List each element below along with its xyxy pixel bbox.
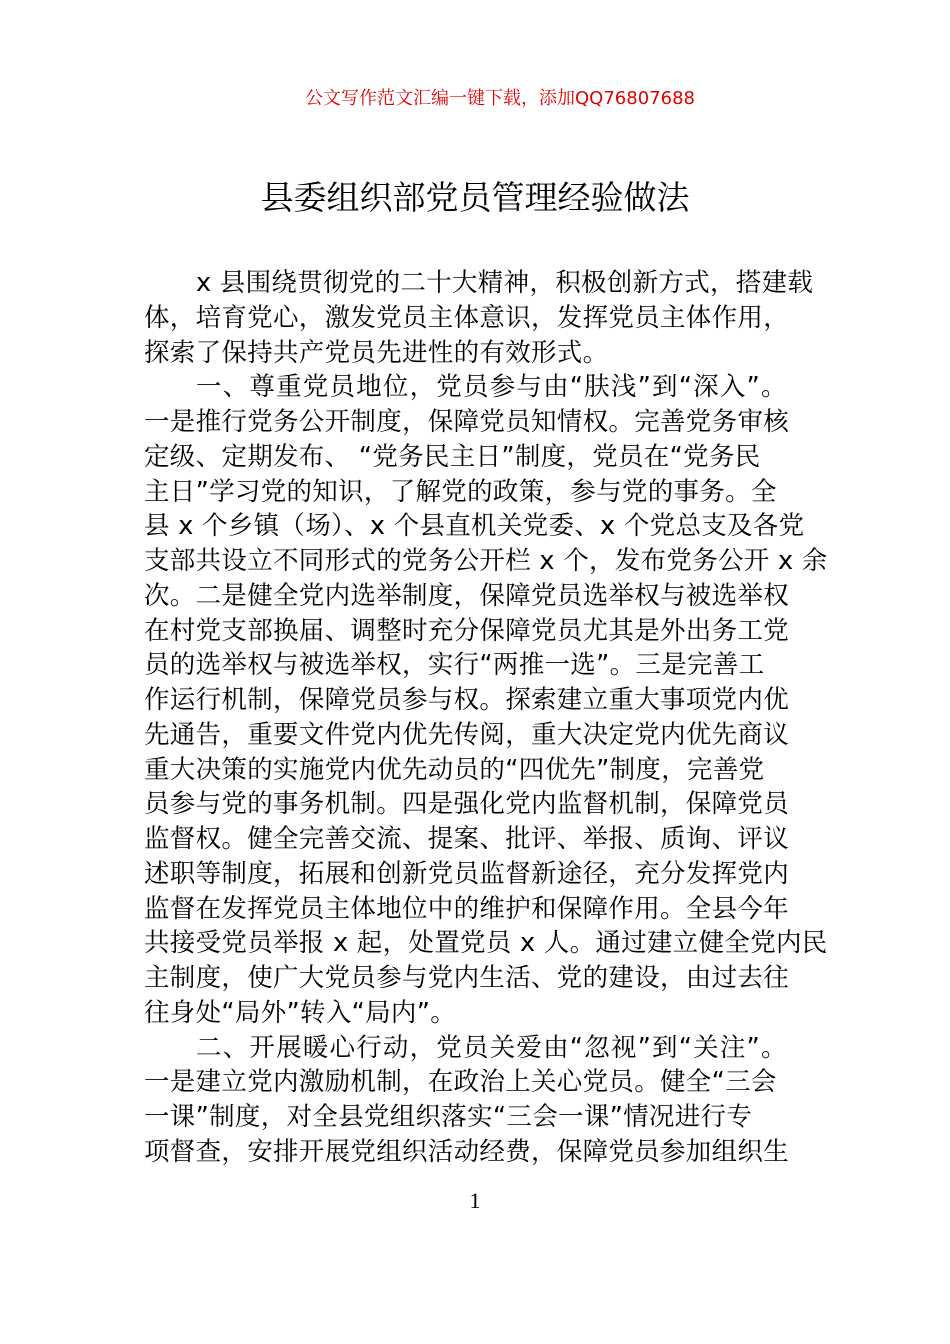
section-heading-line: 二、开展暖心行动，党员关爱由“忽视”到“关注”。 bbox=[196, 1032, 788, 1063]
body-text-line: 主制度，使广大党员参与党内生活、党的建设，由过去往 bbox=[144, 963, 790, 993]
body-text-line: 定级、定期发布、 “党务民主日”制度，党员在“党务民 bbox=[144, 441, 761, 472]
body-text-line: 先通告，重要文件党内优先传阅，重大决定党内优先商议 bbox=[144, 719, 790, 750]
body-text-line: 主日”学习党的知识，了解党的政策，参与党的事务。全 bbox=[144, 476, 777, 507]
document-body bbox=[144, 266, 828, 1170]
body-text-line: 述职等制度，拓展和创新党员监督新途径，充分发挥党内 bbox=[144, 858, 790, 889]
body-text-line: 探索了保持共产党员先进性的有效形式。 bbox=[144, 337, 609, 368]
body-text-line: 次。二是健全党内选举制度，保障党员选举权与被选举权 bbox=[144, 580, 790, 611]
body-text-line: 往身处“局外”转入“局内”。 bbox=[144, 997, 457, 1028]
page-number: 1 bbox=[469, 1188, 481, 1213]
body-text-line: x 县围绕贯彻党的二十大精神，积极创新方式，搭建载 bbox=[196, 268, 814, 298]
body-text-line: 员参与党的事务机制。四是强化党内监督机制，保障党员 bbox=[144, 789, 790, 820]
document-title: 县委组织部党员管理经验做法 bbox=[260, 178, 690, 217]
watermark-download-notice: 公文写作范文汇编一键下载，添加QQ76807688 bbox=[305, 88, 695, 109]
body-text-line: 一课”制度，对全县党组织落实“三会一课”情况进行专 bbox=[144, 1102, 753, 1132]
body-text-line: 共接受党员举报 x 起，处置党员 x 人。通过建立健全党内民 bbox=[144, 928, 828, 959]
body-text-line: 在村党支部换届、调整时充分保障党员尤其是外出务工党 bbox=[144, 615, 790, 646]
body-text-line: 一是建立党内激励机制，在政治上关心党员。健全“三会 bbox=[144, 1067, 777, 1098]
body-text-line: 一是推行党务公开制度，保障党员知情权。完善党务审核 bbox=[144, 407, 790, 437]
body-text-line: 项督查，安排开展党组织活动经费，保障党员参加组织生 bbox=[144, 1136, 790, 1167]
body-text-line: 监督权。健全完善交流、提案、批评、举报、质询、评议 bbox=[144, 824, 790, 854]
body-text-line: 支部共设立不同形式的党务公开栏 x 个，发布党务公开 x 余 bbox=[144, 546, 828, 576]
body-text-line: 县 x 个乡镇（场）、x 个县直机关党委、x 个党总支及各党 bbox=[144, 511, 805, 542]
body-text-line: 员的选举权与被选举权，实行“两推一选”。三是完善工 bbox=[144, 650, 765, 681]
section-heading-line: 一、尊重党员地位，党员参与由“肤浅”到“深入”。 bbox=[196, 372, 788, 403]
body-text-line: 体，培育党心，激发党员主体意识，发挥党员主体作用， bbox=[144, 302, 790, 333]
body-text-line: 重大决策的实施党内优先动员的“四优先”制度，完善党 bbox=[144, 754, 765, 785]
body-text-line: 作运行机制，保障党员参与权。探索建立重大事项党内优 bbox=[144, 685, 790, 715]
body-text-line: 监督在发挥党员主体地位中的维护和保障作用。全县今年 bbox=[144, 893, 790, 924]
